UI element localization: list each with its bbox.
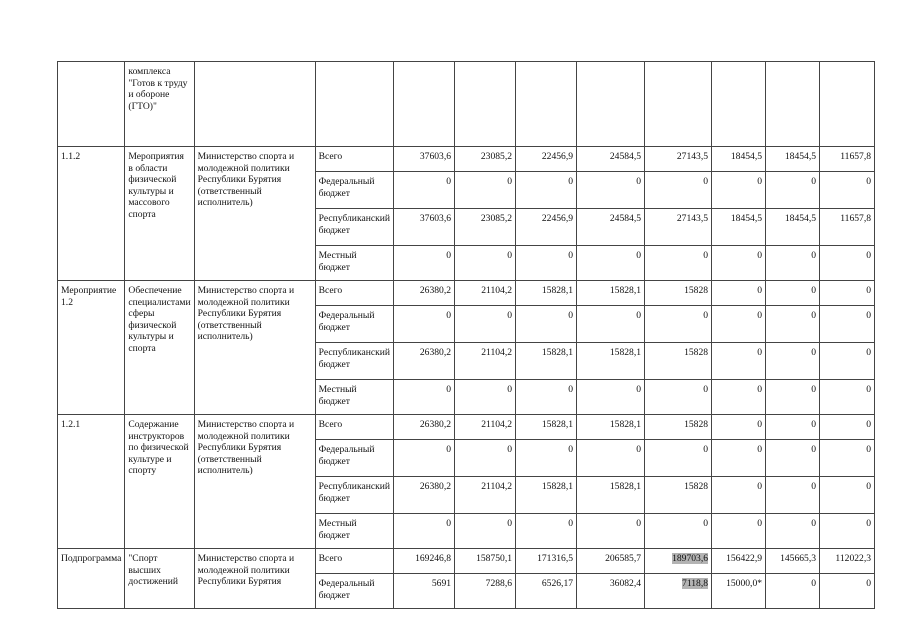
name-cell: "Спорт высших достижений	[125, 549, 194, 609]
value-cell: 21104,2	[455, 281, 516, 306]
value-cell: 0	[645, 440, 712, 477]
value-cell: 0	[820, 306, 875, 343]
value-cell: 0	[820, 380, 875, 415]
value-cell: 18454,5	[766, 209, 820, 246]
value-cell: 0	[820, 415, 875, 440]
value-cell: 0	[766, 574, 820, 609]
value-cell	[577, 62, 645, 147]
value-cell: 0	[516, 172, 577, 209]
executor-cell: Министерство спорта и молодежной политики Республики Бурятия (ответственный исполнитель)	[194, 281, 315, 415]
value-cell	[766, 62, 820, 147]
value-cell: 0	[645, 380, 712, 415]
value-cell: 24584,5	[577, 209, 645, 246]
value-cell: 0	[394, 380, 455, 415]
code-cell: 1.1.2	[58, 147, 125, 281]
value-cell: 15828	[645, 415, 712, 440]
value-cell: 0	[712, 172, 766, 209]
value-cell: 0	[645, 172, 712, 209]
source-cell: Федеральный бюджет	[315, 172, 393, 209]
value-cell: 0	[394, 514, 455, 549]
value-cell: 26380,2	[394, 415, 455, 440]
value-cell: 158750,1	[455, 549, 516, 574]
value-cell: 0	[577, 172, 645, 209]
value-cell: 26380,2	[394, 477, 455, 514]
table-row	[58, 62, 875, 147]
value-cell: 0	[766, 380, 820, 415]
source-cell: Всего	[315, 415, 393, 440]
value-cell: 0	[820, 246, 875, 281]
value-cell	[645, 62, 712, 147]
source-cell: Федеральный бюджет	[315, 440, 393, 477]
value-cell: 0	[516, 380, 577, 415]
value-cell: 15828	[645, 477, 712, 514]
value-cell: 0	[455, 440, 516, 477]
value-cell: 15828,1	[577, 343, 645, 380]
code-cell: Мероприятие 1.2	[58, 281, 125, 415]
value-cell: 15828,1	[577, 281, 645, 306]
value-cell: 26380,2	[394, 281, 455, 306]
value-cell: 0	[820, 281, 875, 306]
value-cell: 0	[577, 246, 645, 281]
value-cell: 0	[766, 172, 820, 209]
value-cell: 24584,5	[577, 147, 645, 172]
value-cell: 22456,9	[516, 209, 577, 246]
executor-cell: Министерство спорта и молодежной политики Республики Бурятия (ответственный исполнитель)	[194, 147, 315, 281]
value-cell	[645, 549, 712, 574]
value-cell: 0	[766, 281, 820, 306]
source-cell: Местный бюджет	[315, 514, 393, 549]
value-cell: 18454,5	[712, 147, 766, 172]
value-cell: 5691	[394, 574, 455, 609]
value-cell	[645, 574, 712, 609]
value-cell: 0	[577, 380, 645, 415]
source-cell: Республиканский бюджет	[315, 477, 393, 514]
name-cell: Содержание инструкторов по физической культуре и спорту	[125, 415, 194, 549]
value-cell: 11657,8	[820, 147, 875, 172]
value-cell: 0	[766, 477, 820, 514]
value-cell: 0	[455, 380, 516, 415]
value-cell: 169246,8	[394, 549, 455, 574]
value-cell: 0	[712, 440, 766, 477]
source-cell: Федеральный бюджет	[315, 574, 393, 609]
value-cell: 0	[516, 440, 577, 477]
value-cell: 27143,5	[645, 147, 712, 172]
source-cell: Всего	[315, 549, 393, 574]
value-cell: 21104,2	[455, 477, 516, 514]
value-cell: 37603,6	[394, 147, 455, 172]
value-cell: 15828,1	[577, 477, 645, 514]
source-cell: Всего	[315, 147, 393, 172]
value-cell: 0	[645, 246, 712, 281]
value-cell: 0	[455, 172, 516, 209]
value-cell: 15828,1	[516, 343, 577, 380]
table-row	[58, 549, 875, 574]
value-cell: 0	[516, 246, 577, 281]
value-cell: 18454,5	[766, 147, 820, 172]
value-cell: 18454,5	[712, 209, 766, 246]
value-cell: 0	[712, 343, 766, 380]
value-cell: 0	[820, 514, 875, 549]
value-cell: 0	[712, 380, 766, 415]
executor-cell	[194, 62, 315, 147]
value-cell: 15828	[645, 281, 712, 306]
value-cell: 0	[577, 306, 645, 343]
value-cell: 0	[766, 514, 820, 549]
value-cell: 0	[455, 246, 516, 281]
code-cell	[58, 62, 125, 147]
value-cell: 23085,2	[455, 147, 516, 172]
table-row	[58, 147, 875, 172]
value-cell: 27143,5	[645, 209, 712, 246]
value-cell: 145665,3	[766, 549, 820, 574]
source-cell: Местный бюджет	[315, 380, 393, 415]
value-cell: 0	[766, 246, 820, 281]
source-cell: Местный бюджет	[315, 246, 393, 281]
value-cell: 0	[820, 343, 875, 380]
value-cell: 15828,1	[516, 415, 577, 440]
value-cell: 0	[712, 246, 766, 281]
source-cell: Республиканский бюджет	[315, 209, 393, 246]
table-row	[58, 281, 875, 306]
value-cell: 171316,5	[516, 549, 577, 574]
value-cell: 0	[712, 477, 766, 514]
value-cell: 0	[645, 514, 712, 549]
value-cell: 0	[712, 514, 766, 549]
value-cell: 26380,2	[394, 343, 455, 380]
value-cell: 0	[766, 440, 820, 477]
value-cell: 0	[394, 172, 455, 209]
value-cell: 37603,6	[394, 209, 455, 246]
executor-cell: Министерство спорта и молодежной политики Республики Бурятия	[194, 549, 315, 609]
value-cell: 0	[577, 514, 645, 549]
source-cell: Всего	[315, 281, 393, 306]
value-cell: 21104,2	[455, 415, 516, 440]
source-cell: Республиканский бюджет	[315, 343, 393, 380]
value-cell: 15828,1	[516, 477, 577, 514]
value-cell: 0	[455, 514, 516, 549]
value-cell: 0	[820, 440, 875, 477]
value-cell: 0	[645, 306, 712, 343]
value-cell: 0	[577, 440, 645, 477]
value-cell: 15828,1	[577, 415, 645, 440]
value-cell: 0	[712, 281, 766, 306]
source-cell: Федеральный бюджет	[315, 306, 393, 343]
value-cell	[712, 62, 766, 147]
value-cell: 0	[820, 477, 875, 514]
name-cell: Мероприятия в области физической культуры и массового спорта	[125, 147, 194, 281]
value-cell: 22456,9	[516, 147, 577, 172]
code-cell: 1.2.1	[58, 415, 125, 549]
source-cell	[315, 62, 393, 147]
value-cell: 23085,2	[455, 209, 516, 246]
executor-cell: Министерство спорта и молодежной политики Республики Бурятия (ответственный исполнитель)	[194, 415, 315, 549]
value-cell: 0	[394, 246, 455, 281]
value-cell: 0	[516, 514, 577, 549]
value-cell: 6526,17	[516, 574, 577, 609]
code-cell: Подпрограмма	[58, 549, 125, 609]
value-cell: 156422,9	[712, 549, 766, 574]
value-cell: 0	[712, 415, 766, 440]
value-cell	[820, 62, 875, 147]
value-cell: 0	[820, 574, 875, 609]
value-cell	[394, 62, 455, 147]
value-cell: 15828	[645, 343, 712, 380]
value-cell: 0	[516, 306, 577, 343]
name-cell: комплекса "Готов к труду и обороне (ГТО)"	[125, 62, 194, 147]
value-cell: 112022,3	[820, 549, 875, 574]
value-cell: 36082,4	[577, 574, 645, 609]
value-cell: 0	[766, 415, 820, 440]
value-cell	[516, 62, 577, 147]
value-cell: 0	[394, 306, 455, 343]
highlighted-value: 189703,6	[672, 553, 709, 564]
value-cell: 0	[712, 306, 766, 343]
table-row	[58, 415, 875, 440]
name-cell: Обеспечение специалистами сферы физической культуры и спорта	[125, 281, 194, 415]
budget-table	[57, 61, 875, 609]
value-cell: 0	[766, 343, 820, 380]
value-cell: 0	[820, 172, 875, 209]
value-cell: 0	[455, 306, 516, 343]
value-cell: 0	[766, 306, 820, 343]
highlighted-value: 7118,8	[682, 578, 709, 589]
value-cell	[455, 62, 516, 147]
value-cell: 7288,6	[455, 574, 516, 609]
value-cell: 0	[394, 440, 455, 477]
value-cell: 15000,0*	[712, 574, 766, 609]
value-cell: 206585,7	[577, 549, 645, 574]
value-cell: 11657,8	[820, 209, 875, 246]
value-cell: 21104,2	[455, 343, 516, 380]
value-cell: 15828,1	[516, 281, 577, 306]
